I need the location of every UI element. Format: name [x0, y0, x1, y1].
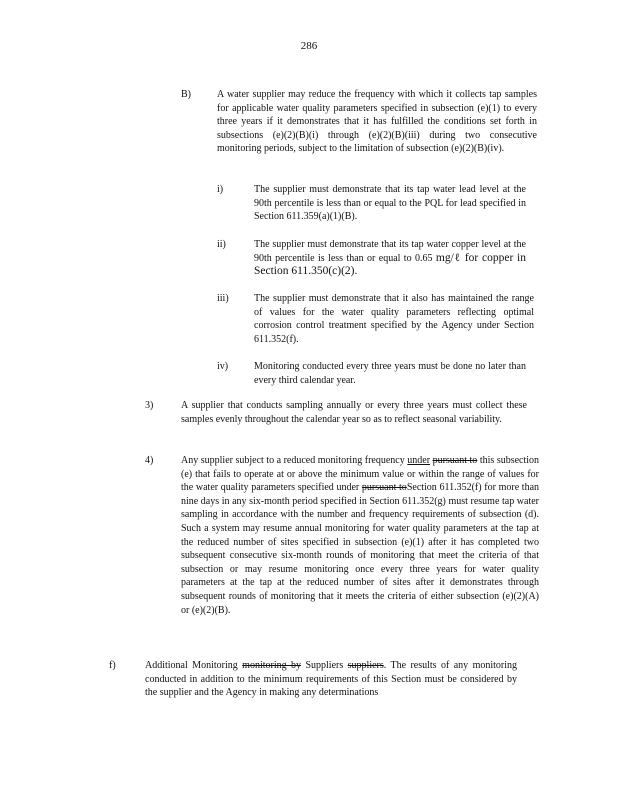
inserted-text: under — [407, 455, 431, 466]
paragraph-f — [145, 659, 517, 700]
paragraph-ii-text: The supplier must demonstrate that its tap water copper level at the 90th percentile is less than or equal to 0.65 — [254, 239, 526, 264]
paragraph-ii-copper-limit: mg/ℓ for copper in Section 611.350(c)(2). — [254, 251, 526, 278]
item-marker: 3) — [145, 400, 154, 411]
item-marker: B) — [181, 89, 191, 100]
item-marker: iv) — [217, 361, 229, 372]
paragraph-3: A supplier that conducts sampling annually or every three years must collect these samples evenly throughout the calendar year so as to reflect seasonal variability. — [181, 400, 527, 425]
paragraph-4-text-3: Section 611.352(f) for more than nine days in any six-month period specified in Section 611.352(g) must resume tap water sampling in accordance with the number and frequency requirements of subsection (d). Such a system may resume annual monitoring for water quality parameters at the tap at the reduced number of sites specified in subsection (e)(1) after it has completed two subsequent consecutive six-month rounds of monitoring that meet the criteria of that subsection or may resume monitoring once every three years for water quality parameters at the tap at the reduced number of sites after it demonstrates through subsequent rounds of monitoring that it meets the criteria of either subsection (e)(2)(A) or (e)(2)(B). — [181, 482, 540, 616]
deleted-text: pursuant to — [361, 482, 407, 494]
paragraph-iii: The supplier must demonstrate that it also has maintained the range of values for the water quality parameters reflecting optimal corrosion control treatment specified by the Agency under Section 611.352(f). — [254, 293, 534, 345]
paragraph-b: A water supplier may reduce the frequency with which it collects tap samples for applicable water quality parameters specified in subsection (e)(1) to every three years if it demonstrates that it has fulfilled the conditions set forth in subsections (e)(2)(B)(i) through (e)(2)(B)(iii) during two consecutive monitoring periods, subject to the limitation of subsection (e)(2)(B)(iv). — [217, 89, 537, 155]
item-marker: i) — [217, 184, 224, 195]
page-number: 286 — [300, 40, 318, 52]
item-marker: iii) — [217, 293, 229, 304]
item-marker: 4) — [145, 455, 154, 466]
item-marker: ii) — [217, 239, 226, 250]
paragraph-iv: Monitoring conducted every three years must be done no later than every third calendar year. — [254, 361, 526, 386]
paragraph-4-text-2: this subsection (e) that fails to operate at or above the minimum value or within the range of values for the water quality parameters specified under — [181, 455, 540, 494]
deleted-text: suppliers — [347, 660, 384, 671]
paragraph-i: The supplier must demonstrate that its tap water lead level at the 90th percentile is less than or equal to the PQL for lead specified in Section 611.359(a)(1)(B). — [254, 184, 526, 223]
paragraph-f-text-1: Additional Monitoring — [145, 660, 238, 671]
deleted-text: pursuant to — [432, 455, 478, 466]
paragraph-4-text-1: Any supplier subject to a reduced monitoring frequency — [181, 455, 405, 466]
paragraph-ii — [254, 238, 526, 279]
paragraph-4 — [181, 454, 539, 617]
paragraph-f-text-2: Suppliers — [305, 660, 344, 671]
deleted-text: monitoring by — [242, 660, 302, 671]
item-marker: f) — [109, 660, 116, 671]
paragraph-f-text-3: . The results of any monitoring conducted in addition to the minimum requirements of this Section must be considered by the supplier and the Agency in making any determinations — [145, 660, 518, 699]
